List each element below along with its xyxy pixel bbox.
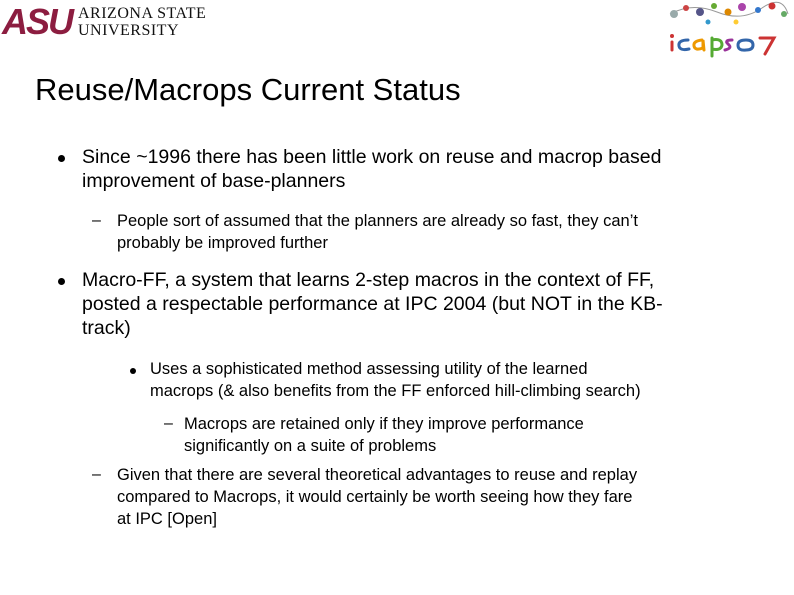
bullet-line: at IPC [Open] [117, 510, 217, 528]
bullet-line: significantly on a suite of problems [184, 437, 437, 455]
bullet-line: Since ~1996 there has been little work on reuse and macrop based [82, 146, 662, 168]
asu-logo-mark: ASU [2, 1, 73, 42]
slide-title: Reuse/Macrops Current Status [35, 72, 461, 107]
sub-bullet-item-1 [117, 210, 638, 254]
dash-marker: – [92, 466, 101, 483]
bullet-line: improvement of base-planners [82, 170, 346, 192]
asu-logo-line1: ARIZONA STATE [78, 5, 207, 22]
dash-marker: – [164, 415, 173, 432]
bullet-line: Uses a sophisticated method assessing utility of the learned [150, 360, 588, 378]
bullet-line: Macro-FF, a system that learns 2-step macros in the context of FF, [82, 269, 655, 291]
bullet-item-2 [82, 268, 663, 340]
sub-bullet-item-3 [117, 464, 637, 530]
bullet-line: People sort of assumed that the planners are already so fast, they can’t [117, 212, 638, 230]
bullet-line: Given that there are several theoretical advantages to reuse and replay [117, 466, 638, 484]
bullet-line: posted a respectable performance at IPC 2004 (but NOT in the KB- [82, 293, 663, 315]
bullet-line: macrops (& also benefits from the FF enforced hill-climbing search) [150, 382, 641, 400]
bullet-line: track) [82, 317, 131, 339]
bullet-line: Macrops are retained only if they improve performance [184, 415, 584, 433]
sub-bullet-item-2 [150, 358, 641, 402]
asu-logo-line2: UNIVERSITY [78, 22, 179, 39]
bullet-dot [58, 278, 65, 285]
dash-marker: – [92, 212, 101, 229]
icaps07-logo [662, 0, 792, 58]
asu-logo-wordmark [78, 5, 206, 39]
sub-sub-bullet-item-1 [184, 413, 584, 457]
bullet-item-1 [82, 145, 661, 193]
bullet-dot [58, 155, 65, 162]
bullet-line: probably be improved further [117, 234, 328, 252]
asu-logo [2, 2, 212, 42]
bullet-line: compared to Macrops, it would certainly be worth seeing how they fare [117, 488, 633, 506]
bullet-dot [130, 368, 136, 374]
